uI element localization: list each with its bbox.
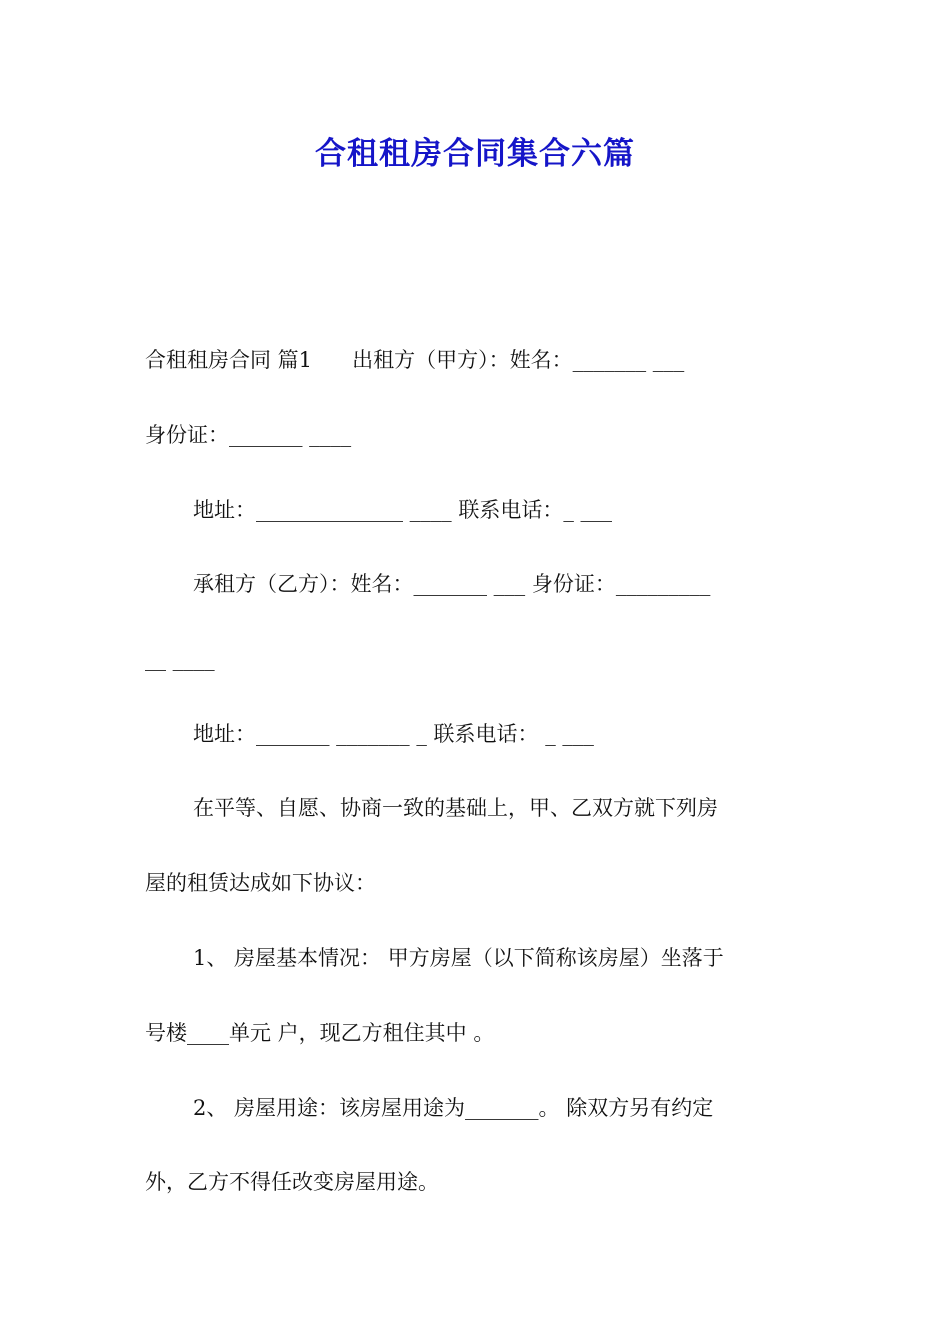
lessor-address-phone-line: 地址：______________ ____ 联系电话：_ ___ xyxy=(193,498,613,522)
agreement-intro-line: 在平等、自愿、协商一致的基础上，甲、乙双方就下列房 xyxy=(193,796,718,820)
clause-2-line: 2、 房屋用途：该房屋用途为_______。 除双方另有约定 xyxy=(193,1096,714,1120)
clause-2-continuation-line: 外，乙方不得任改变房屋用途。 xyxy=(145,1170,439,1194)
agreement-intro-continuation-line: 屋的租赁达成如下协议： xyxy=(145,871,376,895)
lessee-name-id-line: 承租方（乙方）：姓名：_______ ___ 身份证：_________ xyxy=(193,572,711,596)
contract-heading-and-lessor-name: 合租租房合同 篇1 出租方（甲方）：姓名：_______ ___ xyxy=(145,348,685,372)
document-title: 合租租房合同集合六篇 xyxy=(315,136,635,172)
lessor-id-line: 身份证：_______ ____ xyxy=(145,423,352,447)
lessee-address-phone-line: 地址：_______ _______ _ 联系电话： _ ___ xyxy=(193,722,594,746)
lessee-id-continuation-line: __ ____ xyxy=(145,647,215,671)
clause-1-line: 1、 房屋基本情况： 甲方房屋（以下简称该房屋）坐落于 xyxy=(193,946,724,970)
clause-1-continuation-line: 号楼____单元 户，现乙方租住其中 。 xyxy=(145,1021,495,1045)
